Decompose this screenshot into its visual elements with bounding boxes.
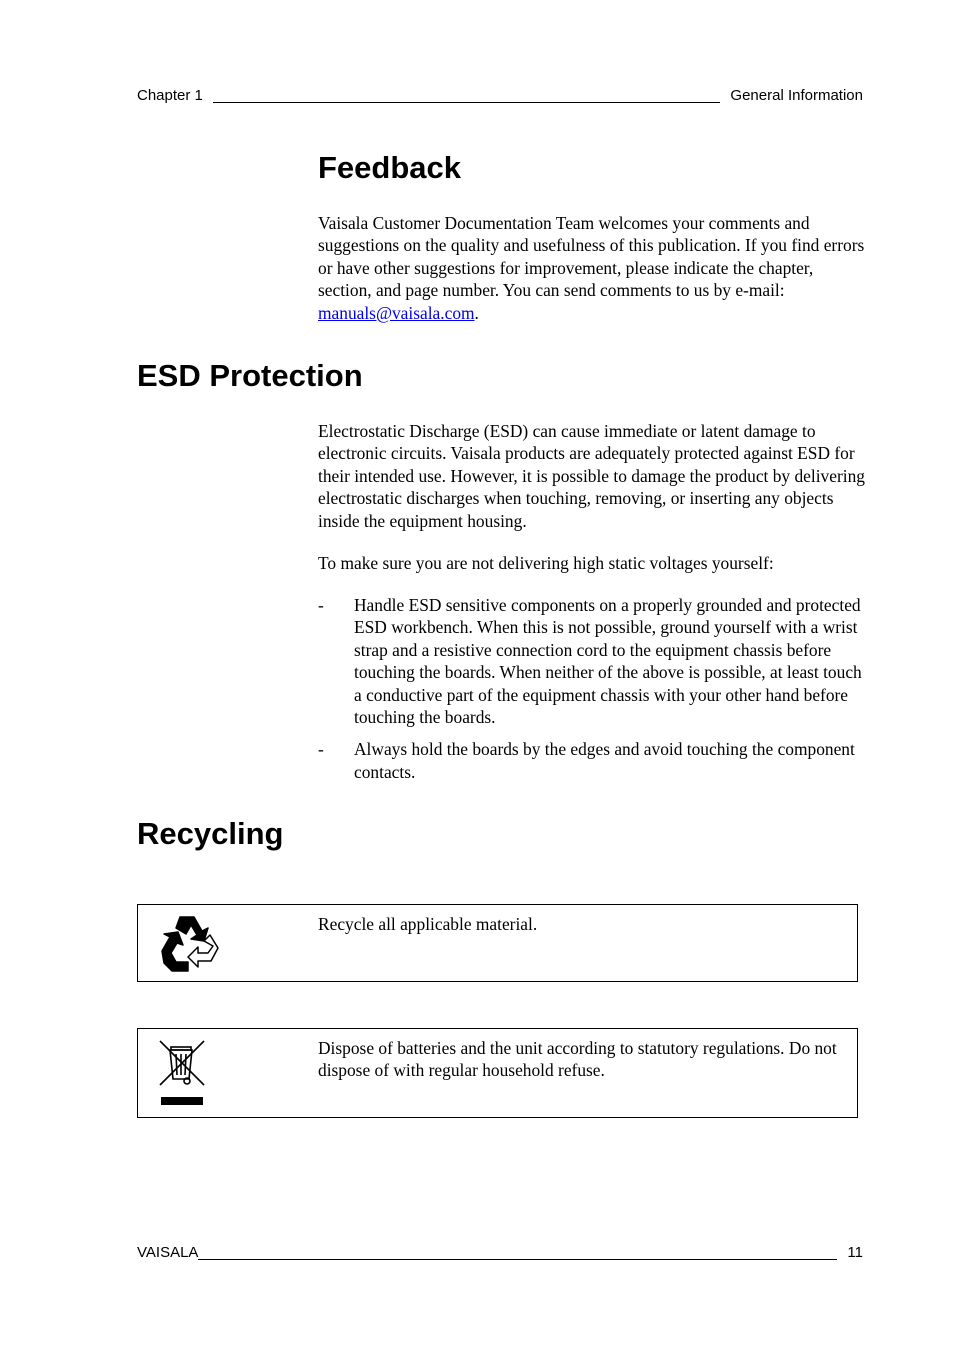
recycle-notice-box — [137, 904, 858, 982]
esd-bullet-list — [318, 594, 866, 793]
esd-paragraph-2: To make sure you are not delivering high static voltages yourself: — [318, 553, 774, 573]
disposal-notice-box — [137, 1028, 858, 1118]
recycling-heading: Recycling — [137, 816, 284, 851]
bullet-text: Handle ESD sensitive components on a properly grounded and protected ESD workbench. When this is not possible, ground yourself with a wrist strap and a resistive connection cord to the equipment chassis before touching the boards. When neither of the above is possible, at least touch a conductive part of the equipment chassis with your other hand before touching the boards. — [354, 595, 862, 728]
bullet-text: Always hold the boards by the edges and avoid touching the component contacts. — [354, 739, 855, 782]
company-label: VAISALA — [137, 1244, 199, 1261]
bullet-marker: - — [318, 595, 324, 615]
recycle-icon — [158, 913, 222, 978]
page-number: 11 — [847, 1244, 863, 1261]
footer-rule — [198, 1243, 837, 1260]
page-footer — [137, 1243, 863, 1265]
header-rule — [213, 86, 721, 103]
esd-heading: ESD Protection — [137, 358, 363, 393]
crossed-bin-icon — [158, 1039, 210, 1112]
list-item — [318, 594, 866, 728]
chapter-label: Chapter 1 — [137, 87, 203, 104]
recycle-text: Recycle all applicable material. — [318, 914, 538, 934]
feedback-paragraph — [318, 212, 866, 324]
disposal-text: Dispose of batteries and the unit according to statutory regulations. Do not dispose of with regular household refuse. — [318, 1038, 837, 1081]
feedback-text: Vaisala Customer Documentation Team welcomes your comments and suggestions on the quality and usefulness of this publication. If you find errors or have other suggestions for improvement, please indicate the chapter, section, and page number. You can send comments to us by e-mail: — [318, 213, 865, 301]
chapter-title: General Information — [730, 87, 863, 104]
list-item — [318, 738, 866, 783]
bullet-marker: - — [318, 739, 324, 760]
page-header — [137, 86, 863, 108]
feedback-heading: Feedback — [318, 150, 462, 185]
esd-paragraph-1: Electrostatic Discharge (ESD) can cause immediate or latent damage to electronic circuits. Vaisala products are adequately protected against ESD for their intended use. However, it is possible to damage the product by delivering electrostatic discharges when touching, removing, or inserting any objects inside the equipment housing. — [318, 421, 865, 531]
feedback-end: . — [474, 302, 479, 323]
email-link[interactable]: manuals@vaisala.com — [318, 302, 475, 323]
